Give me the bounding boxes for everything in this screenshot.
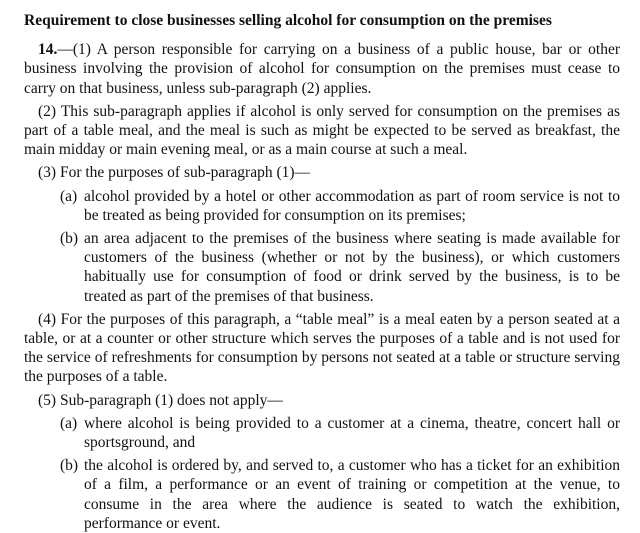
list-item-5b [24, 456, 620, 533]
subparagraph-3 [24, 163, 620, 182]
item-text: the alcohol is ordered by, and served to, a customer who has a ticket for an exhibition of a film, a performance or an event of training or competition at the venue, to consume in the area where the audience is seated to watch the exhibition, performance or event. [84, 457, 620, 532]
subparagraph-label: (1) [72, 41, 91, 59]
subparagraph-5 [24, 391, 620, 410]
subparagraph-text: A person responsible for carrying on a business of a public house, bar or other business involving the provision of alcohol for consumption on the premises must cease to carry on that business, unless sub-paragraph (2) applies. [24, 41, 620, 97]
item-text: where alcohol is being provided to a customer at a cinema, theatre, concert hall or sportsground, and [84, 414, 620, 452]
subparagraph-label: (3) [38, 164, 57, 182]
item-text: alcohol provided by a hotel or other accommodation as part of room service is not to be treated as being provided for consumption on its premises; [84, 187, 620, 224]
paragraph-number: 14. [38, 41, 58, 59]
subparagraph-text: For the purposes of this paragraph, a “table meal” is a meal eaten by a person seated at a table, or at a counter or other structure which serves the purposes of a table and is not used for the service of refreshments for consumption by persons not seated at a table or structure serving the purposes of a table. [24, 310, 620, 386]
item-label: (a) [60, 187, 78, 205]
subparagraph-4 [24, 310, 620, 387]
list-item-3a [24, 187, 620, 225]
subparagraph-1: 14.—(1) A person responsible for carrying on a business of a public house, bar or other business involving the provision of alcohol for consumption on the premises must cease to carry on that business, unless sub-paragraph (2) applies. [24, 41, 620, 97]
subparagraph-label: (2) [38, 102, 57, 120]
subparagraph-2 [24, 102, 620, 160]
list-item-3b [24, 229, 620, 306]
item-text: an area adjacent to the premises of the business where seating is made available for customers of the business (whether or not by the business), or which customers habitually use for consumption of food or drink served by the business, is to be treated as part of the premises of that business. [84, 230, 620, 305]
section-heading: Requirement to close businesses selling alcohol for consumption on the premises [24, 12, 552, 29]
subparagraph-text: Sub-paragraph (1) does not apply— [59, 391, 283, 409]
item-label: (a) [60, 414, 78, 432]
subparagraph-label: (5) [38, 391, 57, 409]
list-item-5a [24, 414, 620, 452]
subparagraph-text: For the purposes of sub-paragraph (1)— [59, 164, 311, 182]
subparagraph-text: This sub-paragraph applies if alcohol is only served for consumption on the premises as part of a table meal, and the meal is such as might be expected to be served as breakfast, the main midday or main evening meal, or as a main course at such a meal. [24, 102, 620, 159]
item-label: (b) [60, 457, 79, 475]
subparagraph-label: (4) [38, 310, 57, 328]
item-label: (b) [60, 230, 79, 248]
